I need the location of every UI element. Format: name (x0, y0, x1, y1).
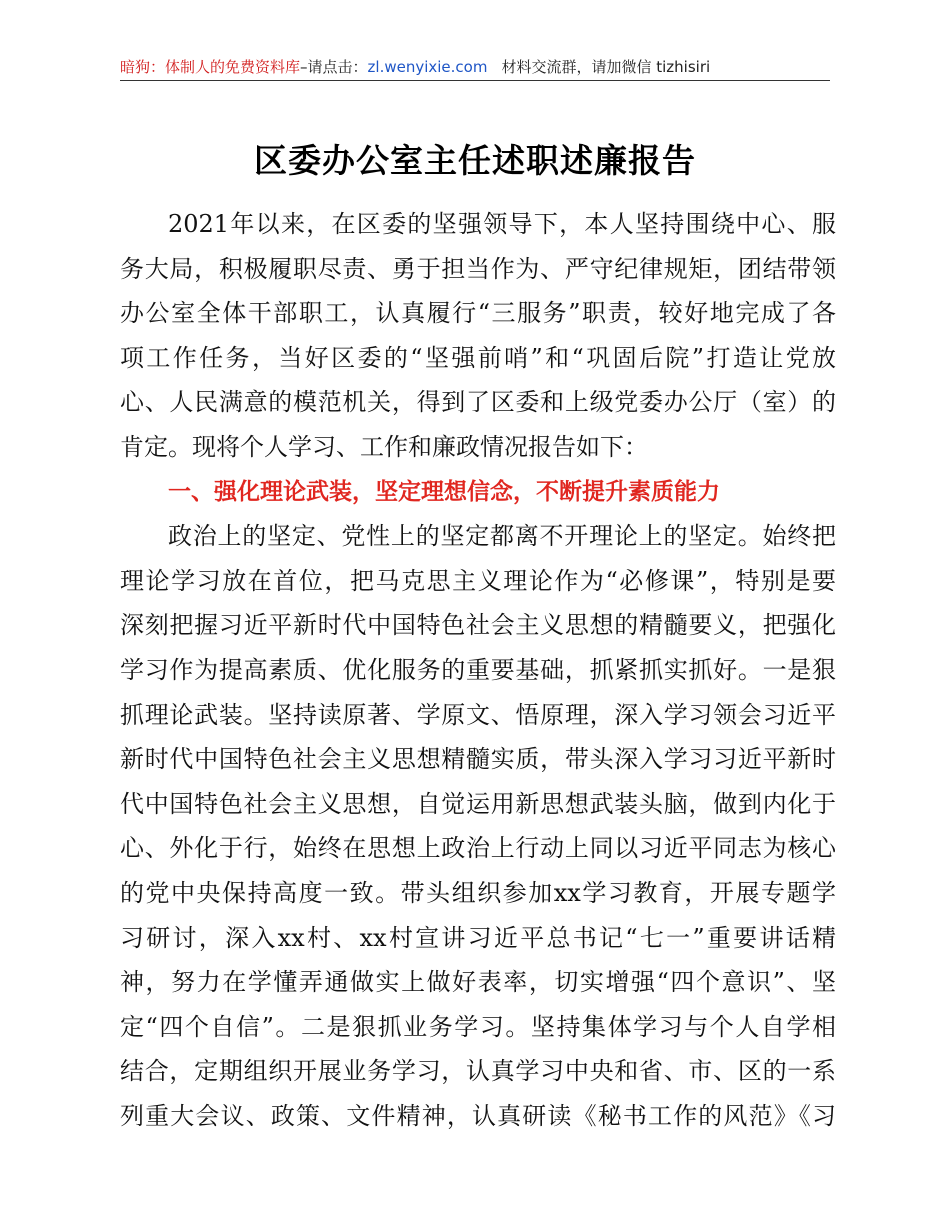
click-prompt: –请点击： (300, 58, 368, 76)
section-1-line: 深刻把握习近平新时代中国特色社会主义思想的精髓要义，把强化 (120, 611, 836, 640)
intro-line: 办公室全体干部职工，认真履行“三服务”职责，较好地完成了各 (120, 299, 836, 328)
intro-line: 2021年以来，在区委的坚强领导下，本人坚持围绕中心、服 (168, 210, 836, 238)
section-1-line: 定“四个自信”。二是狠抓业务学习。坚持集体学习与个人自学相 (120, 1012, 836, 1041)
section-1-line: 习研讨，深入xx村、xx村宣讲习近平总书记“七一”重要讲话精 (120, 923, 836, 952)
section-1-line: 列重大会议、政策、文件精神，认真研读《秘书工作的风范》《习 (120, 1101, 836, 1130)
section-1-line: 新时代中国特色社会主义思想精髓实质，带头深入学习习近平新时 (120, 745, 836, 774)
intro-line: 项工作任务，当好区委的“坚强前哨”和“巩固后院”打造让党放 (120, 343, 836, 372)
document-title: 区委办公室主任述职述廉报告 (254, 141, 696, 180)
section-1-line: 代中国特色社会主义思想，自觉运用新思想武装头脑，做到内化于 (120, 789, 836, 818)
section-1-line: 抓理论武装。坚持读原著、学原文、悟原理，深入学习领会习近平 (120, 700, 836, 729)
section-1-line: 政治上的坚定、党性上的坚定都离不开理论上的坚定。始终把 (168, 522, 836, 551)
section-1-line: 结合，定期组织开展业务学习，认真学习中央和省、市、区的一系 (120, 1057, 836, 1086)
header-divider (120, 80, 830, 81)
section-1-line: 学习作为提高素质、优化服务的重要基础，抓紧抓实抓好。一是狠 (120, 655, 836, 684)
group-note: 材料交流群，请加微信 tizhisiri (501, 58, 711, 76)
section-1-heading: 一、强化理论武装，坚定理想信念，不断提升素质能力 (168, 478, 720, 505)
intro-line: 务大局，积极履职尽责、勇于担当作为、严守纪律规矩，团结带领 (120, 254, 836, 283)
site-label: 暗狗：体制人的免费资料库 (120, 58, 301, 76)
section-1-line: 心、外化于行，始终在思想上政治上行动上同以习近平同志为核心 (120, 834, 836, 863)
intro-line: 肯定。现将个人学习、工作和廉政情况报告如下： (120, 432, 648, 461)
intro-line: 心、人民满意的模范机关，得到了区委和上级党委办公厅（室）的 (120, 388, 836, 417)
document-body (120, 202, 836, 1138)
section-1-line: 理论学习放在首位，把马克思主义理论作为“必修课”，特别是要 (120, 566, 836, 595)
site-header (120, 56, 830, 78)
site-url-link[interactable]: zl.wenyixie.com (367, 58, 488, 76)
section-1-line: 的党中央保持高度一致。带头组织参加xx学习教育，开展专题学 (120, 878, 836, 907)
section-1-line: 神，努力在学懂弄通做实上做好表率，切实增强“四个意识”、坚 (120, 968, 836, 997)
